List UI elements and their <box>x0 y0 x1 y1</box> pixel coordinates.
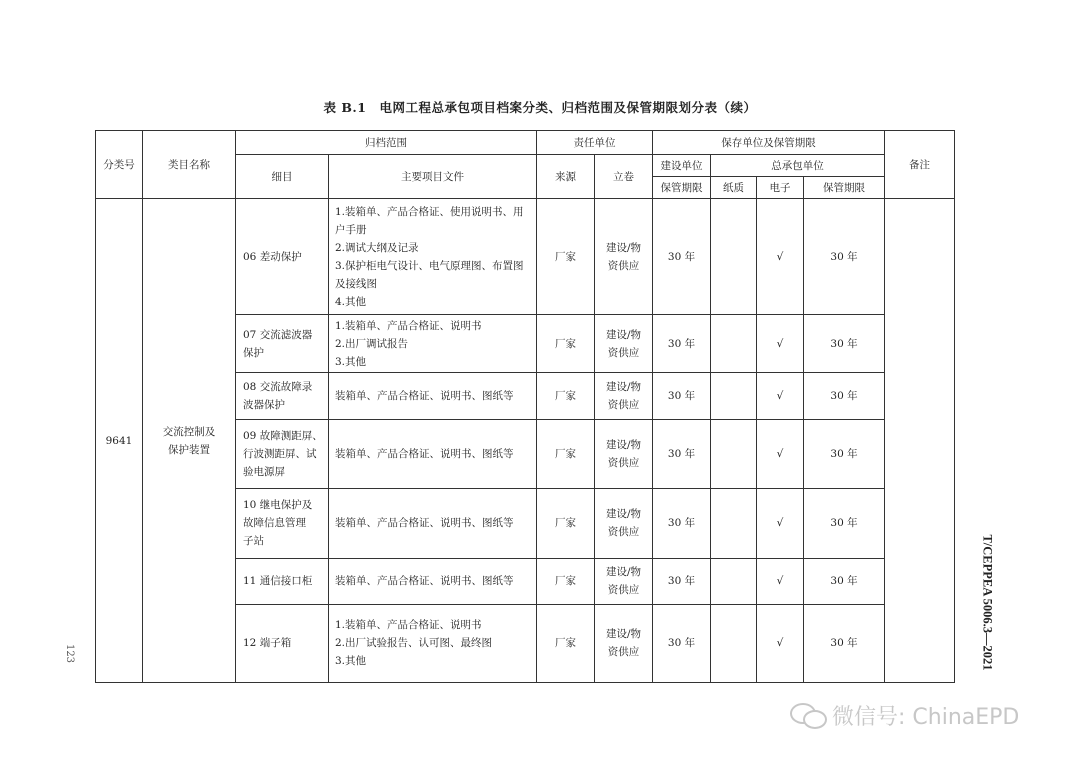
source-cell: 厂家 <box>537 199 595 315</box>
source-cell: 厂家 <box>537 315 595 373</box>
table-row <box>96 199 955 315</box>
wechat-icon <box>790 701 828 729</box>
header-archive-scope: 归档范围 <box>236 131 537 155</box>
construction-retention-cell: 30 年 <box>653 420 711 488</box>
standard-number: T/CEPPEA 5006.3—2021 <box>980 534 995 671</box>
docs-cell: 装箱单、产品合格证、说明书、图纸等 <box>329 488 537 558</box>
construction-retention-cell: 30 年 <box>653 488 711 558</box>
watermark <box>790 700 1019 730</box>
contractor-retention-cell: 30 年 <box>804 604 885 682</box>
header-class-no: 分类号 <box>96 131 143 199</box>
docs-cell: 1.装箱单、产品合格证、说明书 2.出厂试验报告、认可图、最终图 3.其他 <box>329 604 537 682</box>
archive-table <box>95 130 955 683</box>
docs-cell: 1.装箱单、产品合格证、使用说明书、用 户手册 2.调试大纲及记录 3.保护柜电气设计、电气原理图、布置图 及接线图 4.其他 <box>329 199 537 315</box>
header-retention-period: 保管期限 <box>653 177 711 199</box>
item-cell: 09 故障测距屏、 行波测距屏、试 验电源屏 <box>236 420 329 488</box>
paper-cell <box>711 604 757 682</box>
source-cell: 厂家 <box>537 488 595 558</box>
table-title: 表 B.1 电网工程总承包项目档案分类、归档范围及保管期限划分表（续） <box>323 100 757 115</box>
header-remarks: 备注 <box>885 131 955 199</box>
paper-cell <box>711 315 757 373</box>
contractor-retention-cell: 30 年 <box>804 373 885 420</box>
contractor-retention-cell: 30 年 <box>804 199 885 315</box>
header-filing: 立卷 <box>595 155 653 199</box>
contractor-retention-cell: 30 年 <box>804 315 885 373</box>
filing-cell: 建设/物 资供应 <box>595 558 653 604</box>
class-no-cell: 9641 <box>96 199 143 683</box>
item-cell: 11 通信接口柜 <box>236 558 329 604</box>
filing-cell: 建设/物 资供应 <box>595 199 653 315</box>
source-cell: 厂家 <box>537 604 595 682</box>
source-cell: 厂家 <box>537 558 595 604</box>
docs-cell: 装箱单、产品合格证、说明书、图纸等 <box>329 420 537 488</box>
filing-cell: 建设/物 资供应 <box>595 315 653 373</box>
construction-retention-cell: 30 年 <box>653 604 711 682</box>
source-cell: 厂家 <box>537 373 595 420</box>
electronic-check-cell: √ <box>757 315 804 373</box>
construction-retention-cell: 30 年 <box>653 373 711 420</box>
contractor-retention-cell: 30 年 <box>804 488 885 558</box>
header-contractor-unit: 总承包单位 <box>711 155 885 177</box>
electronic-check-cell: √ <box>757 558 804 604</box>
docs-cell: 1.装箱单、产品合格证、说明书 2.出厂调试报告 3.其他 <box>329 315 537 373</box>
electronic-check-cell: √ <box>757 373 804 420</box>
header-responsible-unit: 责任单位 <box>537 131 653 155</box>
header-class-name: 类目名称 <box>143 131 236 199</box>
filing-cell: 建设/物 资供应 <box>595 488 653 558</box>
paper-cell <box>711 488 757 558</box>
item-cell: 12 端子箱 <box>236 604 329 682</box>
header-keeping: 保存单位及保管期限 <box>653 131 885 155</box>
filing-cell: 建设/物 资供应 <box>595 604 653 682</box>
paper-cell <box>711 199 757 315</box>
construction-retention-cell: 30 年 <box>653 199 711 315</box>
header-source: 来源 <box>537 155 595 199</box>
header-construction-unit: 建设单位 <box>653 155 711 177</box>
filing-cell: 建设/物 资供应 <box>595 373 653 420</box>
construction-retention-cell: 30 年 <box>653 558 711 604</box>
electronic-check-cell: √ <box>757 420 804 488</box>
header-contractor-retention: 保管期限 <box>804 177 885 199</box>
header-electronic: 电子 <box>757 177 804 199</box>
docs-cell: 装箱单、产品合格证、说明书、图纸等 <box>329 373 537 420</box>
electronic-check-cell: √ <box>757 488 804 558</box>
contractor-retention-cell: 30 年 <box>804 420 885 488</box>
item-cell: 10 继电保护及 故障信息管理 子站 <box>236 488 329 558</box>
page-number: 123 <box>64 643 76 664</box>
header-paper: 纸质 <box>711 177 757 199</box>
paper-cell <box>711 558 757 604</box>
paper-cell <box>711 420 757 488</box>
remarks-cell <box>885 199 955 683</box>
docs-cell: 装箱单、产品合格证、说明书、图纸等 <box>329 558 537 604</box>
contractor-retention-cell: 30 年 <box>804 558 885 604</box>
filing-cell: 建设/物 资供应 <box>595 420 653 488</box>
header-item: 细目 <box>236 155 329 199</box>
electronic-check-cell: √ <box>757 604 804 682</box>
item-cell: 08 交流故障录 波器保护 <box>236 373 329 420</box>
item-cell: 06 差动保护 <box>236 199 329 315</box>
watermark-text: 微信号: ChinaEPD <box>832 704 1020 730</box>
paper-cell <box>711 373 757 420</box>
electronic-check-cell: √ <box>757 199 804 315</box>
class-name-cell: 交流控制及 保护装置 <box>143 199 236 683</box>
item-cell: 07 交流滤波器 保护 <box>236 315 329 373</box>
construction-retention-cell: 30 年 <box>653 315 711 373</box>
header-main-docs: 主要项目文件 <box>329 155 537 199</box>
source-cell: 厂家 <box>537 420 595 488</box>
